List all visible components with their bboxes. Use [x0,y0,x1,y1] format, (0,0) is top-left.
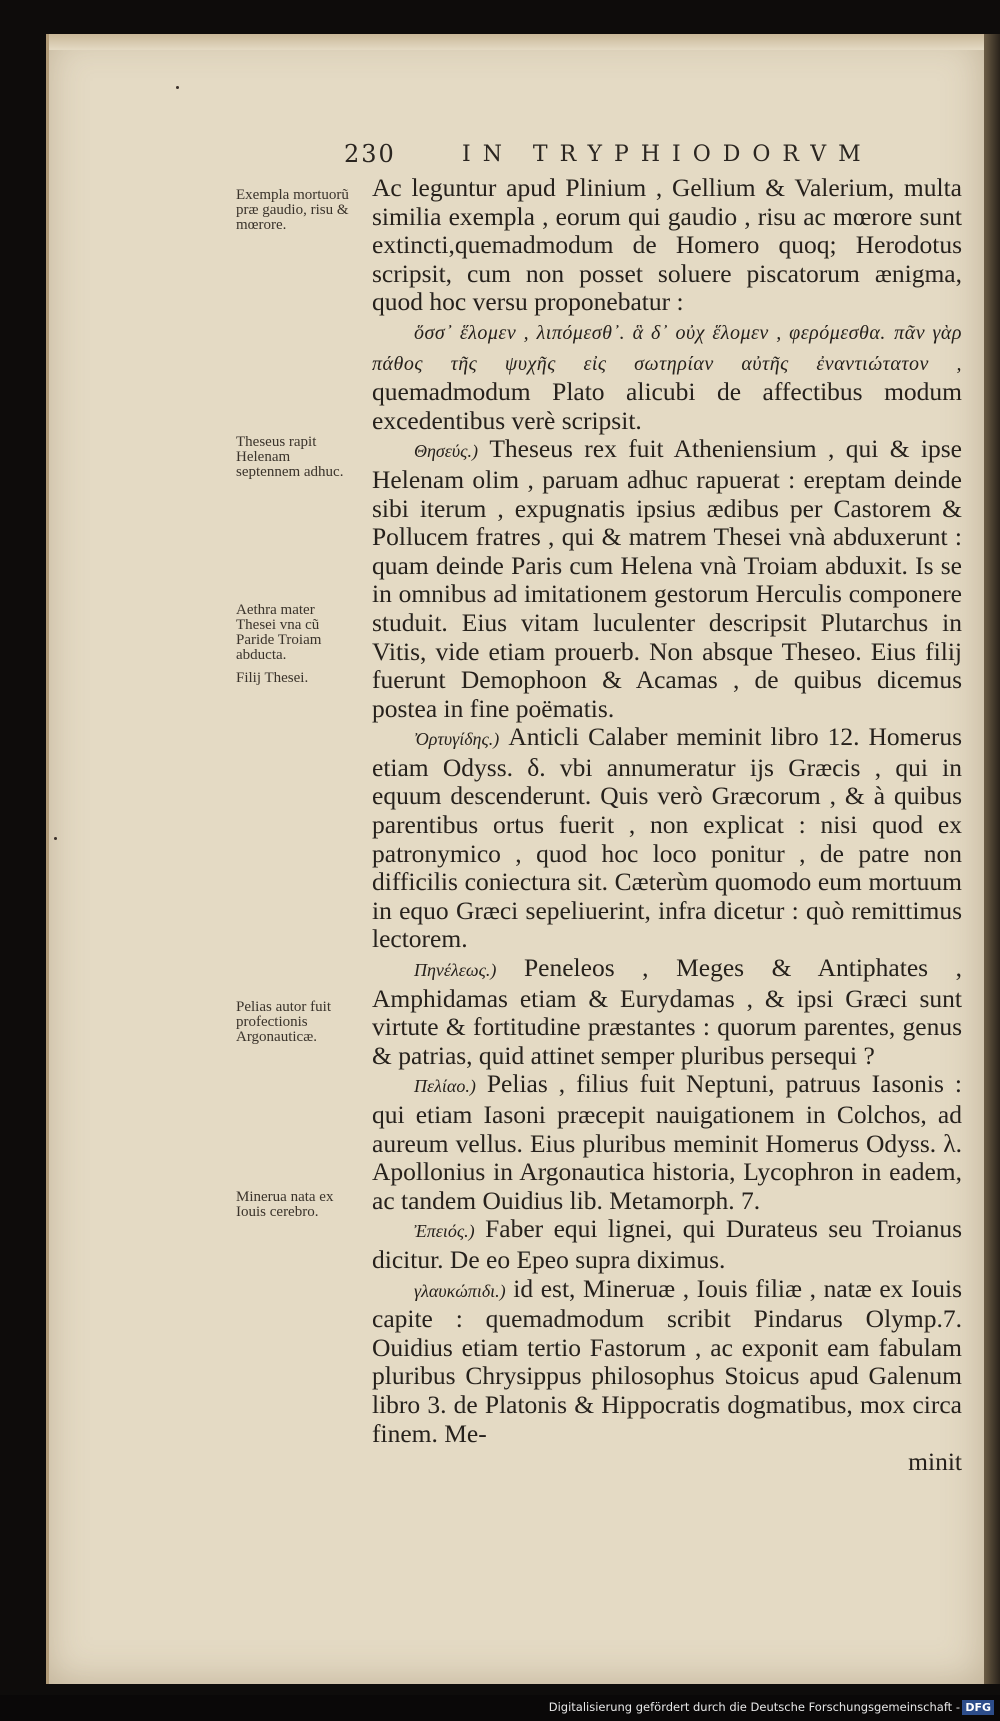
paragraph: γλαυκώπιδι.) id est, Mineruæ , Iouis filiæ , natæ ex Iouis capite : quemadmodum scribit Pindarus Olymp.7. Ouidius etiam tertio Fastorum , ac exponit eam fabulam pluribus Chrysippus philosophus Stoicus apud Galenum libro 3. de Platonis & Hippocratis dogmatibus, mox circa finem. Me- [372,1273,963,1448]
page-number: 230 [344,140,396,168]
page-edge [46,34,49,1684]
dfg-logo: DFG [962,1700,994,1715]
digitization-credit: Digitalisierung gefördert durch die Deutsche Forschungsgemeinschaft - [548,1700,960,1714]
marginal-note: Filij Thesei. [236,670,309,686]
greek-verse: ὅσσ᾽ ἕλομεν , λιπόμεσθ᾽. ἃ δ᾽ οὐχ ἕλομεν , φερόμεσθα. πᾶν γὰρ πάθος τῆς ψυχῆς εἰς σωτηρίαν αὐτῆς ἐναντιώτατον , quemadmodum Plato alicubi de affectibus modum excedentibus verè scripsit. [372,321,963,435]
book-binding-edge [984,34,1000,1684]
catchword: minit [908,1447,962,1477]
marginal-note: Exempla mortuorũ præ gaudio, risu & mœrore. [236,187,349,233]
marginal-note: Aethra mater Thesei vna cũ Paride Troiam abducta. [236,602,322,663]
marginal-note: Theseus rapit Helenam septennem adhuc. [236,434,344,480]
paragraph: Πελίαο.) Pelias , filius fuit Neptuni, patruus Iasonis : qui etiam Iasoni præcepit nauigationem in Colchos, ad aureum vellus. Eius pluribus meminit Homerus Odyss. λ. Apollonius in Argonautica historia, Lycophron in eadem, ac tandem Ouidius lib. Metamorph. 7. [372,1069,962,1215]
paragraph: Ὀρτυγίδης.) Anticli Calaber meminit libro 12. Homerus etiam Odyss. δ. vbi annumeratur ijs Græcis , qui in equum descenderunt. Quis verò Græcorum , & à quibus parentibus ortus fuerit , non explicat : nisi quod ex patronymico , quod hoc loco ponitur , de patre non difficilis coniectura sit. Cæterùm quomodo eum mortuum in equo Græci sepeliuerint, infra dicetur : quò remittimus lectorem. [372,722,963,954]
paragraph: Πηνέλεως.) Peneleos , Meges & Antiphates , Amphidamas etiam & Eurydamas , & ipsi Græci sunt virtute & fortitudine præstantes : quorum parentes, genus & patrias, quid attinet semper pluribus persequi ? [372,953,963,1070]
running-title: IN TRYPHIODORVM [462,142,873,167]
main-text-column [372,174,962,1477]
page-speck [54,837,57,840]
marginal-note: Pelias autor fuit profectionis Argonauticæ. [236,999,331,1045]
marginal-note: Minerua nata ex Iouis cerebro. [236,1189,334,1220]
page-speck [176,86,179,89]
paragraph: Ac leguntur apud Plinium , Gellium & Valerium, multa similia exempla , eorum qui gaudio , risu ac mœrore sunt extincti,quemadmodum de Homero quoq; Herodotus scripsit, cum non posset soluere piscatorum ænigma, quod hoc versu proponebatur : [372,173,962,317]
paragraph: Θησεύς.) Theseus rex fuit Atheniensium , qui & ipse Helenam olim , paruam adhuc rapuerat : ereptam deinde sibi iterum , expugnatis ipsius ædibus per Castorem & Pollucem fratres , qui & matrem Thesei vnà abduxerunt : quam deinde Paris cum Helena vnà Troiam abduxit. Is se in omnibus ad imitationem gestorum Herculis componere studuit. Eius vitam luculenter descripsit Plutarchus in Vitis, vide etiam prouerb. Non absque Theseo. Eius filij fuerunt Demophoon & Acamas , de quibus dicemus postea in fine poëmatis. [372,434,962,723]
footer-bar [0,1695,1000,1721]
paragraph: Ἐπειός.) Faber equi lignei, qui Durateus seu Troianus dicitur. De eo Epeo supra diximus. [372,1214,963,1274]
